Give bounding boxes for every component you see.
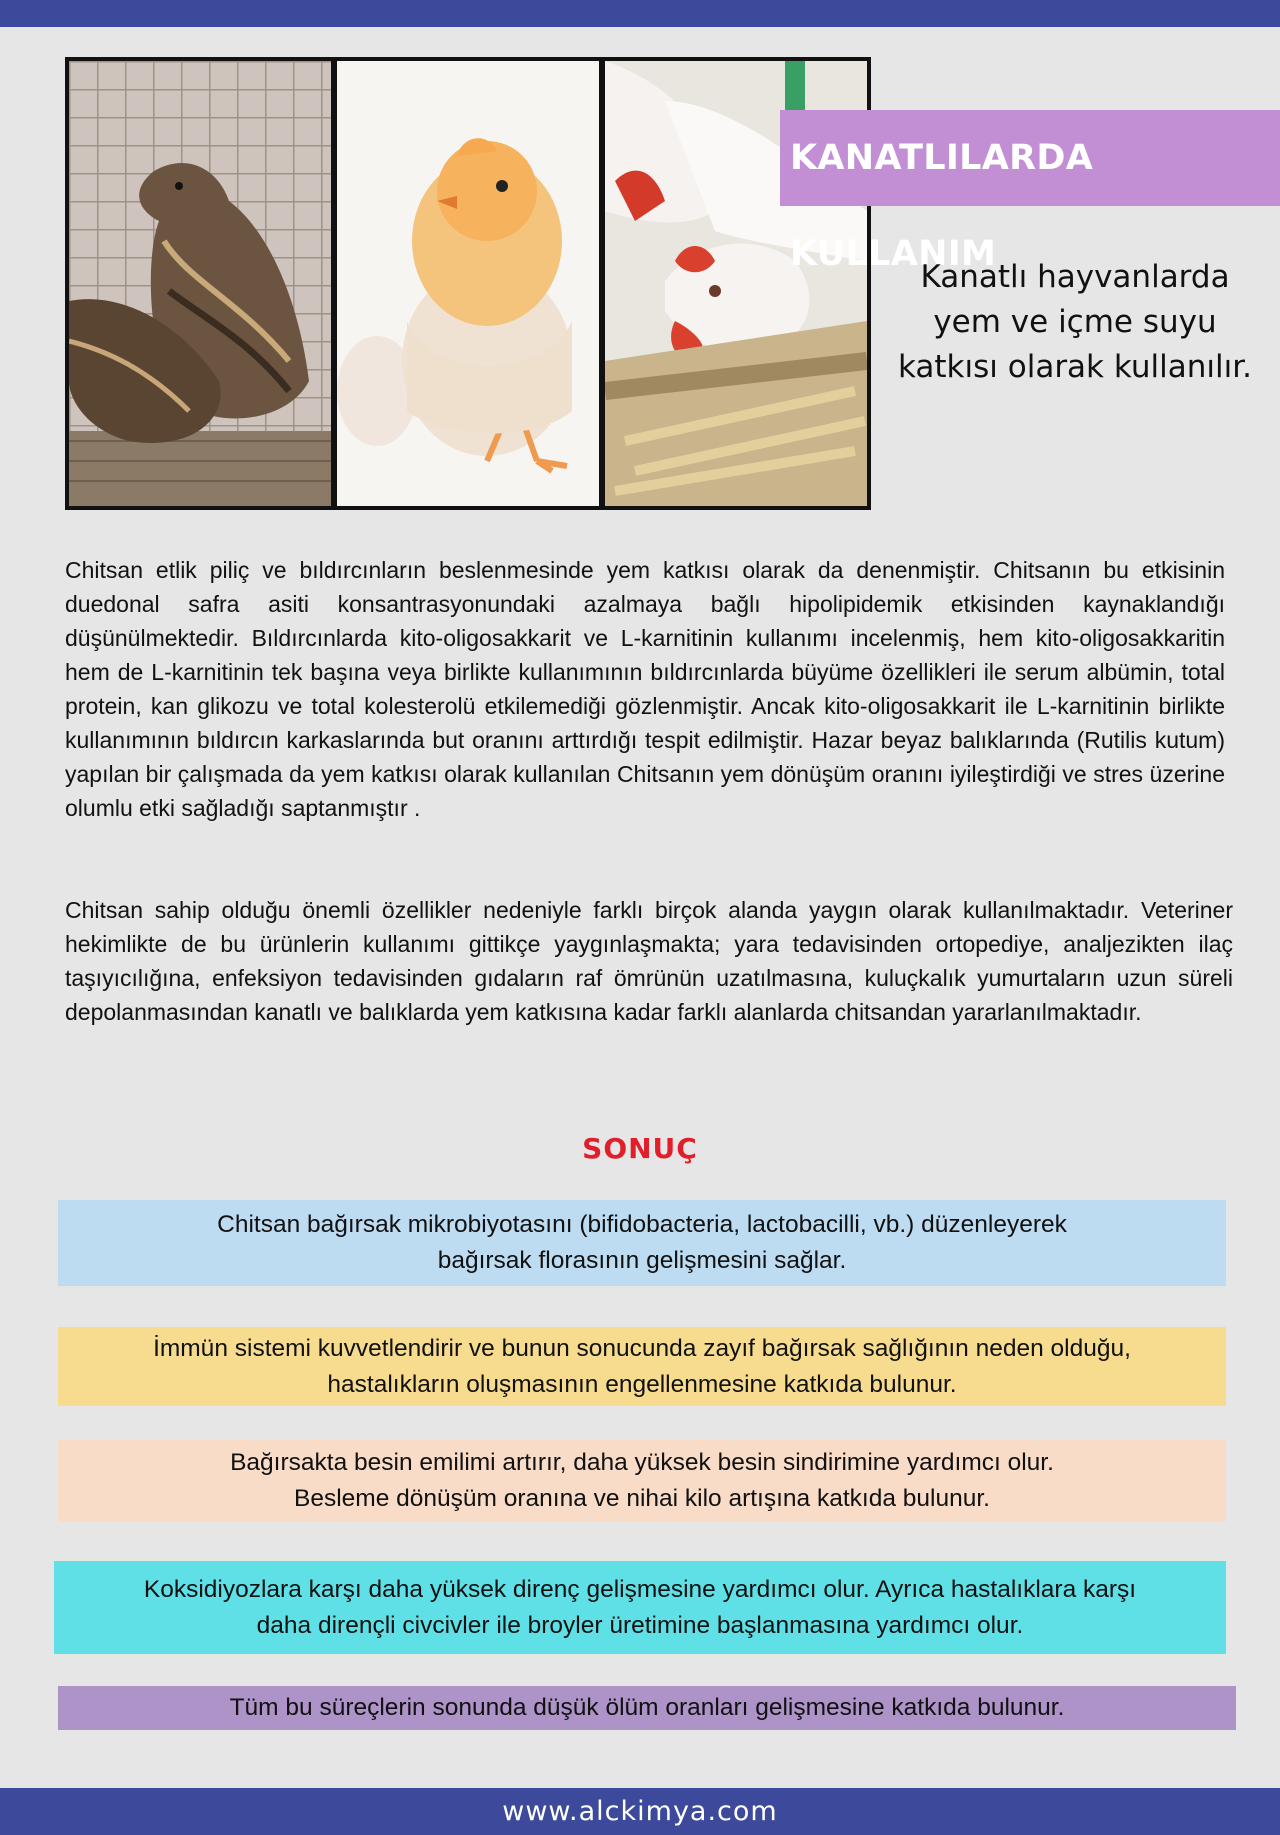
conclusion-line: Koksidiyozlara karşı daha yüksek direnç gelişmesine yardımcı olur. Ayrıca hastalıklara karşı [143,1575,1137,1603]
conclusion-line: daha dirençli civcivler ile broyler üretimine başlanmasına yardımcı olur. [256,1611,1024,1639]
conclusion-line: Tüm bu süreçlerin sonunda düşük ölüm oranları gelişmesine katkıda bulunur. [229,1694,1065,1721]
conclusion-line: bağırsak florasının gelişmesini sağlar. [437,1247,847,1274]
body-paragraph-2: Chitsan sahip olduğu önemli özellikler nedeniyle farklı birçok alanda yaygın olarak kullanılmaktadır. Veteriner hekimlikte de bu ürünlerin kullanımı gittikçe yaygınlaşmakta; yara tedavisinden ortopediye, analjezikten ilaç taşıyıcılığına, enfeksiyon tedavisinden gıdaların raf ömrünün uzatılmasına, kuluçkalık yumurtaların uzun süreli depolanmasından kanatlı ve balıklarda yem katkısına kadar farklı alanlarda chitsandan yararlanılmaktadır. [65,897,1233,1025]
top-bar [0,0,1280,27]
subtitle-line: katkısı olarak kullanılır. [898,349,1252,385]
conclusion-title: SONUÇ [582,1132,698,1165]
conclusion-box-4 [54,1561,1226,1654]
footer-bar [0,1788,1280,1835]
conclusion-line: İmmün sistemi kuvvetlendirir ve bunun sonucunda zayıf bağırsak sağlığının neden olduğu, [153,1334,1131,1362]
subtitle-line: Kanatlı hayvanlarda [920,259,1230,295]
conclusion-line: Besleme dönüşüm oranına ve nihai kilo artışına katkıda bulunur. [294,1485,990,1512]
subtitle-line: yem ve içme suyu [933,304,1217,340]
conclusion-line: Chitsan bağırsak mikrobiyotasını (bifidobacteria, lactobacilli, vb.) düzenleyerek [217,1211,1067,1238]
conclusion-box-1 [58,1200,1226,1286]
website-link[interactable]: www.alckimya.com [502,1796,778,1827]
subtitle [890,255,1260,390]
quail-photo [69,61,331,506]
chick-photo [337,61,599,506]
section-title: KANATLILARDA KULLANIM [780,110,1280,206]
body-paragraph-1: Chitsan etlik piliç ve bıldırcınların beslenmesinde yem katkısı olarak da denenmiştir. Chitsanın bu etkisinin duedonal safra asiti konsantrasyonundaki azalmaya bağlı hipolipidemik etkisinden kaynaklandığı düşünülmektedir. Bıldırcınlarda kito-oligosakkarit ve L-karnitinin kullanımı incelenmiş, hem kito-oligosakkaritin hem de L-karnitinin tek başına veya birlikte kullanımının bıldırcınlarda büyüme özellikleri ile serum albümin, total protein, kan glikozu ve total kolesterolü etkilemediği gözlenmiştir. Ancak kito-oligosakkarit ile L-karnitinin birlikte kullanımının bıldırcın karkaslarında but oranını arttırdığı tespit edilmiştir. Hazar beyaz balıklarında (Rutilis kutum) yapılan bir çalışmada da yem katkısı olarak kullanılan Chitsanın yem dönüşüm oranını iyileştirdiği ve stres üzerine olumlu etki sağladığı saptanmıştır . [65,557,1225,821]
conclusion-box-2 [58,1327,1226,1406]
photo-strip [65,57,871,510]
conclusion-box-5 [58,1686,1236,1730]
conclusion-box-3 [58,1440,1226,1522]
conclusion-line: Bağırsakta besin emilimi artırır, daha yüksek besin sindirimine yardımcı olur. [230,1449,1054,1476]
conclusion-line: hastalıkların oluşmasının engellenmesine katkıda bulunur. [327,1370,957,1398]
